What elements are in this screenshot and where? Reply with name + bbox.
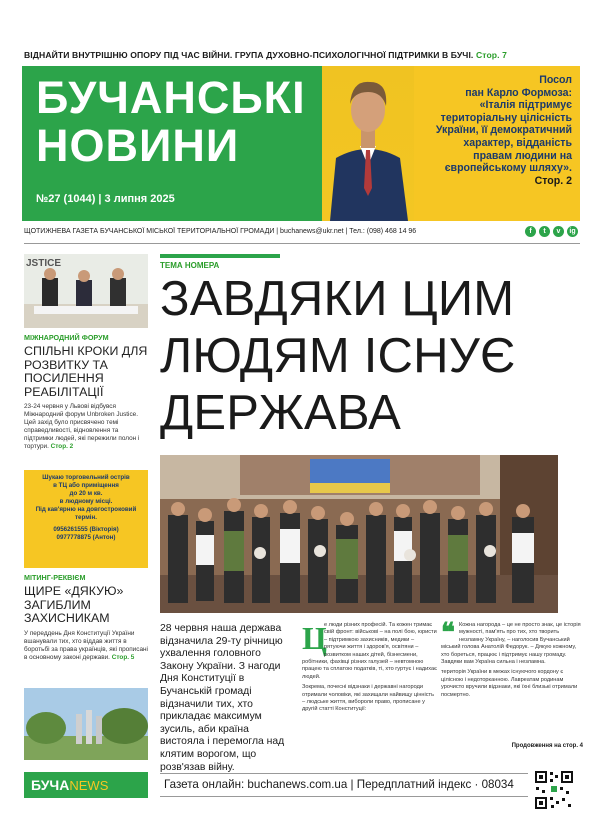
- col2-para-1: е люди різних професій. Та кожен тримає свій фронт: військові – на полі бою, юристи – підтримкою захисників, медики – рятуючи життя і здоров'я, освітяни – розвитком наших дітей, бізнесмени, робітники, фахівці різних галузей – невтомною працею та сплатою податків, ті, хто гуртує і надихає людей.: [302, 622, 437, 680]
- ad-line: Під кав'ярню на довгостроковий: [35, 506, 137, 513]
- ceremony-photo: [160, 455, 558, 613]
- title-line-1: БУЧАНСЬКІ: [36, 72, 306, 123]
- telegram-icon[interactable]: t: [539, 226, 550, 237]
- header-divider: [24, 243, 580, 244]
- continued-note[interactable]: Продовження на стор. 4: [511, 743, 583, 749]
- forum-text: [24, 403, 148, 451]
- ad-phone: 0956261555 (Вікторія): [53, 526, 119, 533]
- promo-line: пан Карло Формоза:: [465, 86, 572, 99]
- rally-article: [24, 573, 148, 662]
- promo-line: «Італія підтримує: [479, 99, 572, 112]
- masthead: [22, 66, 580, 221]
- promo-line: характер, відданість: [463, 136, 572, 149]
- main-headline: [160, 271, 580, 442]
- article-column-3: [441, 618, 583, 699]
- footer-logo-b: NEWS: [69, 778, 109, 793]
- forum-headline[interactable]: СПІЛЬНІ КРОКИ ДЛЯ РОЗВИТКУ ТА ПОСИЛЕННЯ РЕАБІЛІТАЦІЇ: [24, 344, 148, 399]
- rally-text-body: У переддень Дня Конституції України вшанували тих, хто віддав життя в боротьбі за права українців, які прописані в основному законі держави.: [24, 629, 148, 661]
- social-icons: [525, 226, 578, 237]
- masthead-title-block: [22, 66, 322, 221]
- col3-quote: Кожна нагорода – це не просто знак, це історія мужності, пам'ять про тих, хто творить незламну Україну, – наголосив Бучанський міський голова Анатолій Федорук. – Дякую кожному, хто бореться, працює і підтримує нашу громаду. Завдяки вам Україна сильна і незламна.: [441, 622, 581, 666]
- newspaper-title: [36, 74, 306, 170]
- ad-line: Шукаю торговельний острів: [42, 474, 130, 481]
- theme-accent-bar: [160, 254, 280, 258]
- forum-text-body: 23-24 червня у Львові відбувся Міжнародний форум Unbroken Justice. Цей захід було присвячено темі справедливості, відновлення та підтримки людей, які пережили полон і тортури.: [24, 403, 140, 451]
- qr-code-icon[interactable]: [534, 770, 574, 810]
- col3-para-2: територія України в межах існуючого кордону є цілісною і недоторканною. Лавреатам родинам урочисто вручили відзнаки, які їхні близькі отримали посмертно.: [441, 669, 578, 698]
- promo-page: Стор. 2: [534, 174, 572, 187]
- ad-line: до 20 м кв.: [69, 490, 103, 497]
- footer-logo[interactable]: [24, 772, 148, 798]
- footer-logo-a: БУЧА: [31, 777, 70, 793]
- qr-code-graphic: [534, 770, 574, 810]
- ad-line: в людному місці.: [59, 498, 113, 505]
- footer-info: Газета онлайн: buchanews.com.ua | Передплатний індекс · 08034: [160, 773, 528, 797]
- headline-line: ДЕРЖАВА: [160, 386, 402, 440]
- issue-info: №27 (1044) | 3 липня 2025: [36, 193, 175, 205]
- col2-para-2: Зокрема, почесні відзнаки і державні нагороди отримали чоловіки, які захищали найвищу цінність – людське життя, вибороли право, прописане у другій статті Конституції:: [302, 684, 435, 713]
- drop-cap: Ц: [302, 620, 327, 656]
- lead-paragraph: 28 червня наша держава відзначила 29-ту річницю ухвалення головного Закону України. З нагоди Дня Конституції в Бучанській громаді відзначили тих, хто прикладає максимум зусиль, аби країна вистояла і перемогла над клятим ворогом, що розв'язав війну.: [160, 623, 285, 773]
- rally-label: МІТИНГ-РЕКВІЄМ: [24, 573, 86, 582]
- top-banner: [24, 50, 580, 60]
- viber-icon[interactable]: v: [553, 226, 564, 237]
- promo-line: європейському шляху».: [444, 162, 572, 175]
- tagline: ЩОТИЖНЕВА ГАЗЕТА БУЧАНСЬКОЇ МІСЬКОЇ ТЕРИТОРІАЛЬНОЇ ГРОМАДИ | buchanews@ukr.net | Тел.: (098) 468 14 96: [24, 228, 417, 235]
- headline-line: ЛЮДЯМ ІСНУЄ: [160, 329, 516, 383]
- title-line-2: НОВИНИ: [36, 120, 240, 171]
- ad-line: термін.: [75, 514, 97, 521]
- rally-page: Стор. 5: [111, 653, 135, 661]
- forum-photo-caption: JSTICE: [26, 258, 62, 269]
- facebook-icon[interactable]: f: [525, 226, 536, 237]
- ambassador-illustration: [322, 66, 414, 221]
- theme-label: ТЕМА НОМЕРА: [160, 261, 220, 270]
- ad-line: в ТЦ або приміщення: [53, 482, 119, 489]
- memorial-photo-illustration: [24, 688, 148, 760]
- rally-headline[interactable]: ЩИРЕ «ДЯКУЮ» ЗАГИБЛИМ ЗАХИСНИКАМ: [24, 584, 124, 626]
- rally-text: [24, 630, 148, 662]
- article-column-2: [302, 622, 437, 714]
- classified-ad: [24, 470, 148, 568]
- top-banner-text: ВІДНАЙТИ ВНУТРІШНЮ ОПОРУ ПІД ЧАС ВІЙНИ. ГРУПА ДУХОВНО-ПСИХОЛОГІЧНОЇ ПІДТРИМКИ В БУЧІ.: [24, 50, 474, 60]
- promo-line: України, її демократичний: [435, 124, 572, 137]
- forum-article: [24, 333, 148, 451]
- footer: [24, 770, 580, 800]
- promo-block: [414, 66, 580, 221]
- memorial-photo: [24, 688, 148, 760]
- forum-label: МІЖНАРОДНИЙ ФОРУМ: [24, 333, 109, 342]
- headline-line: ЗАВДЯКИ ЦИМ: [160, 272, 515, 326]
- ad-phone: 0977778875 (Антон): [56, 534, 116, 541]
- top-banner-page: Стор. 7: [475, 50, 507, 60]
- forum-photo: [24, 254, 148, 328]
- promo-line: правам людини на: [473, 149, 572, 162]
- promo-line: Посол: [539, 74, 572, 86]
- ceremony-photo-illustration: [160, 455, 558, 613]
- quote-icon: ❝: [441, 618, 455, 647]
- instagram-icon[interactable]: ig: [567, 226, 578, 237]
- ambassador-photo: [322, 66, 414, 221]
- promo-line: територіальну цілісність: [440, 111, 572, 124]
- forum-page: Стор. 2: [50, 443, 74, 451]
